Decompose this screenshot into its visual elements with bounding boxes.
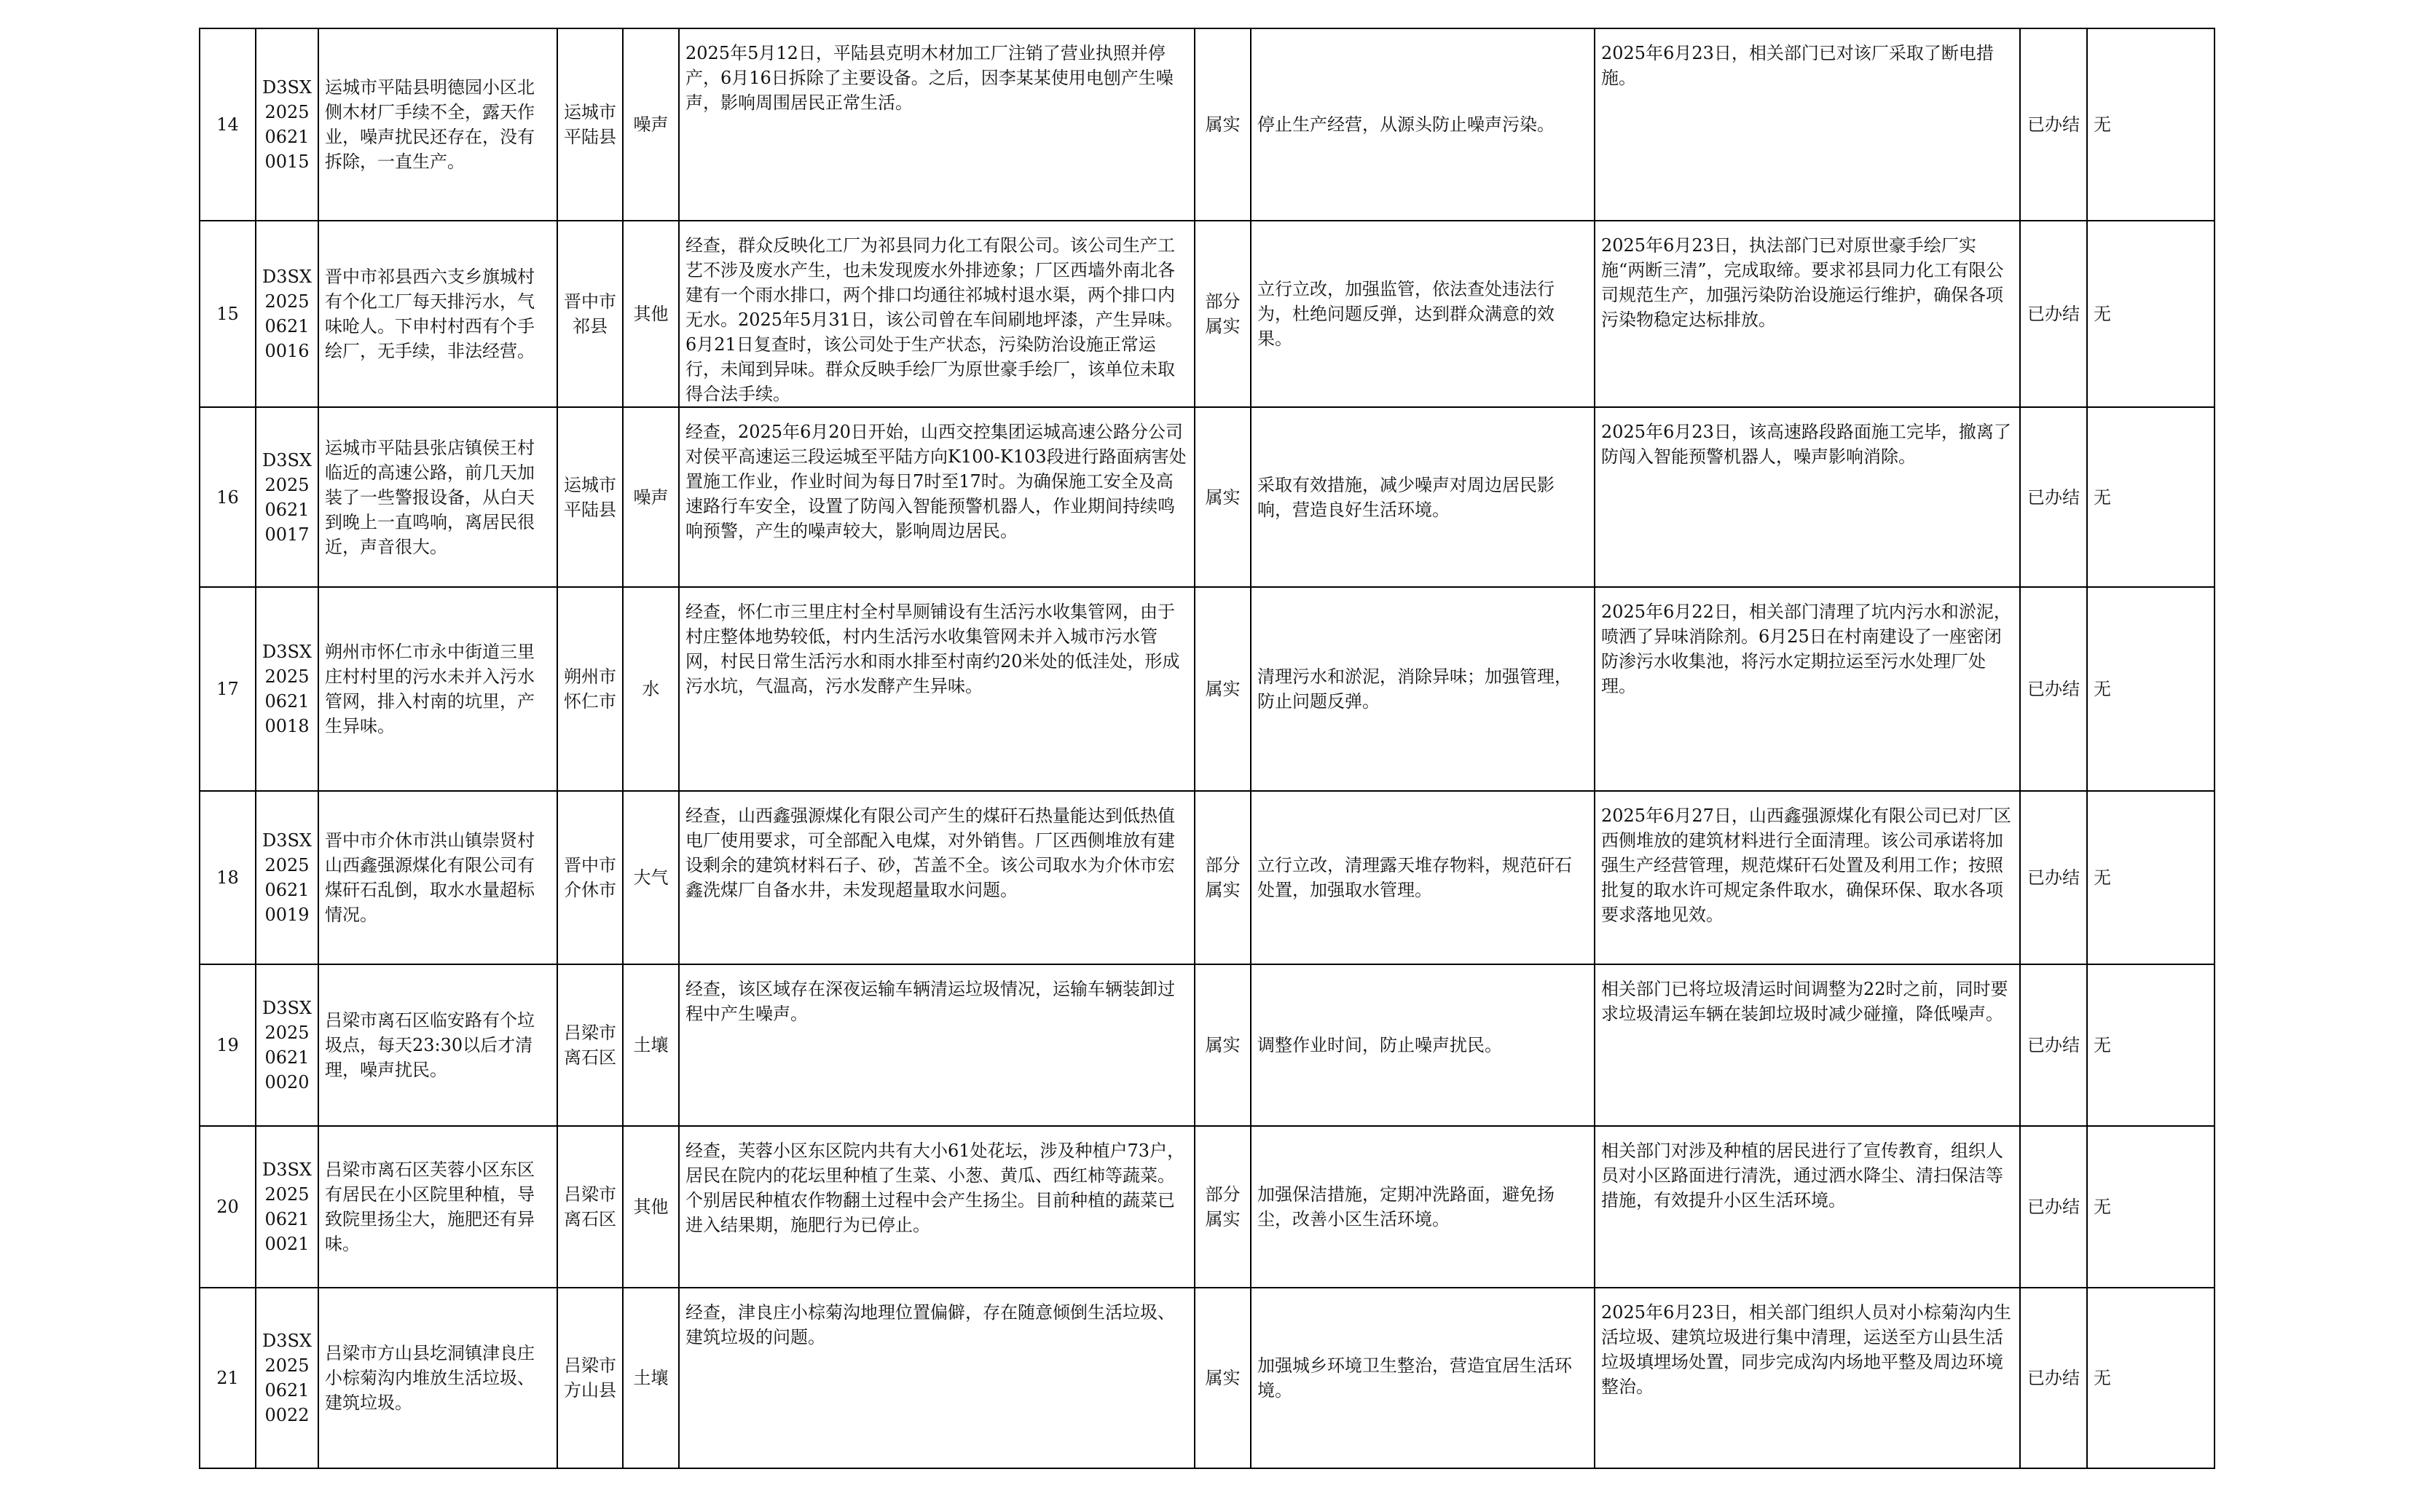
cell-investigation: 经查，2025年6月20日开始，山西交控集团运城高速公路分公司对侯平高速运三段运城至平陆方向K100-K103段进行路面病害处置施工作业，作业时间为每日7时至17时。为确保施工安全及高速路行车安全，设置了防闯入智能预警机器人，作业期间持续鸣响预警，产生的噪声较大，影响周边居民。 <box>679 407 1195 587</box>
cell-status: 已办结 <box>2020 791 2087 964</box>
cell-number: 14 <box>200 28 256 221</box>
cell-investigation: 经查，芙蓉小区东区院内共有大小61处花坛，涉及种植户73户，居民在院内的花坛里种植了生菜、小葱、黄瓜、西红柿等蔬菜。个别居民种植农作物翻土过程中会产生扬尘。目前种植的蔬菜已进入结果期，施肥行为已停止。 <box>679 1126 1195 1288</box>
cell-accountability: 无 <box>2087 587 2215 791</box>
cell-pollution-type: 土壤 <box>623 964 679 1126</box>
cell-progress: 2025年6月27日，山西鑫强源煤化有限公司已对厂区西侧堆放的建筑材料进行全面清理。该公司承诺将加强生产经营管理，规范煤矸石处置及利用工作；按照批复的取水许可规定条件取水，确保环保、取水各项要求落地见效。 <box>1595 791 2020 964</box>
cell-area: 吕梁市离石区 <box>557 964 623 1126</box>
cell-verdict: 部分属实 <box>1195 791 1251 964</box>
cell-number: 15 <box>200 221 256 407</box>
cell-complaint: 朔州市怀仁市永中街道三里庄村村里的污水未并入污水管网，排入村南的坑里，产生异味。 <box>318 587 557 791</box>
cell-investigation: 经查，怀仁市三里庄村全村旱厕铺设有生活污水收集管网，由于村庄整体地势较低，村内生活污水收集管网未并入城市污水管网，村民日常生活污水和雨水排至村南约20米处的低洼处，形成污水坑，气温高，污水发酵产生异味。 <box>679 587 1195 791</box>
cell-number: 20 <box>200 1126 256 1288</box>
cell-rectification-goal: 立行立改，清理露天堆存物料，规范矸石处置，加强取水管理。 <box>1251 791 1595 964</box>
cell-case-id: D3SX202506210020 <box>256 964 318 1126</box>
table-row <box>200 964 2215 1126</box>
cell-pollution-type: 其他 <box>623 1126 679 1288</box>
cell-pollution-type: 噪声 <box>623 28 679 221</box>
cell-number: 21 <box>200 1288 256 1468</box>
cell-area: 运城市平陆县 <box>557 28 623 221</box>
cell-rectification-goal: 采取有效措施，减少噪声对周边居民影响，营造良好生活环境。 <box>1251 407 1595 587</box>
cell-accountability: 无 <box>2087 407 2215 587</box>
cell-case-id: D3SX202506210021 <box>256 1126 318 1288</box>
cell-progress: 2025年6月22日，相关部门清理了坑内污水和淤泥，喷洒了异味消除剂。6月25日在村南建设了一座密闭防渗污水收集池，将污水定期拉运至污水处理厂处理。 <box>1595 587 2020 791</box>
cell-verdict: 属实 <box>1195 1288 1251 1468</box>
cell-complaint: 吕梁市离石区临安路有个垃圾点，每天23:30以后才清理，噪声扰民。 <box>318 964 557 1126</box>
cell-case-id: D3SX202506210019 <box>256 791 318 964</box>
cell-verdict: 属实 <box>1195 964 1251 1126</box>
cell-rectification-goal: 清理污水和淤泥，消除异味；加强管理，防止问题反弹。 <box>1251 587 1595 791</box>
cell-status: 已办结 <box>2020 221 2087 407</box>
cell-accountability: 无 <box>2087 791 2215 964</box>
cell-complaint: 运城市平陆县明德园小区北侧木材厂手续不全，露天作业，噪声扰民还存在，没有拆除，一直生产。 <box>318 28 557 221</box>
cell-progress: 相关部门对涉及种植的居民进行了宣传教育，组织人员对小区路面进行清洗，通过洒水降尘、清扫保洁等措施，有效提升小区生活环境。 <box>1595 1126 2020 1288</box>
cell-pollution-type: 其他 <box>623 221 679 407</box>
cell-case-id: D3SX202506210018 <box>256 587 318 791</box>
cell-investigation: 经查，该区域存在深夜运输车辆清运垃圾情况，运输车辆装卸过程中产生噪声。 <box>679 964 1195 1126</box>
cell-pollution-type: 水 <box>623 587 679 791</box>
table-row <box>200 28 2215 221</box>
table-row <box>200 1126 2215 1288</box>
cell-complaint: 晋中市介休市洪山镇崇贤村山西鑫强源煤化有限公司有煤矸石乱倒，取水水量超标情况。 <box>318 791 557 964</box>
petition-table <box>199 28 2215 1469</box>
cell-pollution-type: 大气 <box>623 791 679 964</box>
cell-area: 朔州市怀仁市 <box>557 587 623 791</box>
cell-status: 已办结 <box>2020 1288 2087 1468</box>
cell-rectification-goal: 调整作业时间，防止噪声扰民。 <box>1251 964 1595 1126</box>
table-body <box>200 28 2215 1468</box>
cell-case-id: D3SX202506210017 <box>256 407 318 587</box>
cell-area: 吕梁市方山县 <box>557 1288 623 1468</box>
cell-progress: 2025年6月23日，相关部门组织人员对小棕菊沟内生活垃圾、建筑垃圾进行集中清理，运送至方山县生活垃圾填埋场处置，同步完成沟内场地平整及周边环境整治。 <box>1595 1288 2020 1468</box>
cell-progress: 2025年6月23日，该高速路段路面施工完毕，撤离了防闯入智能预警机器人，噪声影响消除。 <box>1595 407 2020 587</box>
cell-number: 17 <box>200 587 256 791</box>
table-row <box>200 587 2215 791</box>
cell-number: 16 <box>200 407 256 587</box>
cell-pollution-type: 土壤 <box>623 1288 679 1468</box>
cell-verdict: 属实 <box>1195 407 1251 587</box>
cell-verdict: 属实 <box>1195 28 1251 221</box>
cell-pollution-type: 噪声 <box>623 407 679 587</box>
cell-area: 晋中市祁县 <box>557 221 623 407</box>
cell-complaint: 吕梁市方山县圪洞镇津良庄小棕菊沟内堆放生活垃圾、建筑垃圾。 <box>318 1288 557 1468</box>
cell-complaint: 吕梁市离石区芙蓉小区东区有居民在小区院里种植，导致院里扬尘大，施肥还有异味。 <box>318 1126 557 1288</box>
cell-accountability: 无 <box>2087 1288 2215 1468</box>
cell-status: 已办结 <box>2020 407 2087 587</box>
cell-status: 已办结 <box>2020 964 2087 1126</box>
cell-complaint: 运城市平陆县张店镇侯王村临近的高速公路，前几天加装了一些警报设备，从白天到晚上一直鸣响，离居民很近，声音很大。 <box>318 407 557 587</box>
cell-accountability: 无 <box>2087 1126 2215 1288</box>
table-row <box>200 1288 2215 1468</box>
cell-progress: 相关部门已将垃圾清运时间调整为22时之前，同时要求垃圾清运车辆在装卸垃圾时减少碰撞，降低噪声。 <box>1595 964 2020 1126</box>
cell-rectification-goal: 加强城乡环境卫生整治，营造宜居生活环境。 <box>1251 1288 1595 1468</box>
cell-area: 吕梁市离石区 <box>557 1126 623 1288</box>
cell-verdict: 部分属实 <box>1195 221 1251 407</box>
cell-verdict: 属实 <box>1195 587 1251 791</box>
cell-status: 已办结 <box>2020 587 2087 791</box>
cell-area: 晋中市介休市 <box>557 791 623 964</box>
cell-investigation: 经查，群众反映化工厂为祁县同力化工有限公司。该公司生产工艺不涉及废水产生，也未发现废水外排迹象；厂区西墙外南北各建有一个雨水排口，两个排口均通往祁城村退水渠，两个排口内无水。2025年5月31日，该公司曾在车间刷地坪漆，产生异味。6月21日复查时，该公司处于生产状态，污染防治设施正常运行，未闻到异味。群众反映手绘厂为原世豪手绘厂，该单位未取得合法手续。 <box>679 221 1195 407</box>
table-row <box>200 407 2215 587</box>
cell-progress: 2025年6月23日，执法部门已对原世豪手绘厂实施“两断三清”，完成取缔。要求祁县同力化工有限公司规范生产，加强污染防治设施运行维护，确保各项污染物稳定达标排放。 <box>1595 221 2020 407</box>
cell-accountability: 无 <box>2087 221 2215 407</box>
cell-number: 19 <box>200 964 256 1126</box>
cell-investigation: 经查，津良庄小棕菊沟地理位置偏僻，存在随意倾倒生活垃圾、建筑垃圾的问题。 <box>679 1288 1195 1468</box>
cell-accountability: 无 <box>2087 964 2215 1126</box>
table-row <box>200 791 2215 964</box>
table-row <box>200 221 2215 407</box>
cell-number: 18 <box>200 791 256 964</box>
cell-case-id: D3SX202506210022 <box>256 1288 318 1468</box>
cell-rectification-goal: 加强保洁措施，定期冲洗路面，避免扬尘，改善小区生活环境。 <box>1251 1126 1595 1288</box>
cell-accountability: 无 <box>2087 28 2215 221</box>
cell-rectification-goal: 停止生产经营，从源头防止噪声污染。 <box>1251 28 1595 221</box>
cell-area: 运城市平陆县 <box>557 407 623 587</box>
cell-rectification-goal: 立行立改，加强监管，依法查处违法行为，杜绝问题反弹，达到群众满意的效果。 <box>1251 221 1595 407</box>
cell-complaint: 晋中市祁县西六支乡旗城村有个化工厂每天排污水，气味呛人。下申村村西有个手绘厂，无手续，非法经营。 <box>318 221 557 407</box>
cell-verdict: 部分属实 <box>1195 1126 1251 1288</box>
cell-status: 已办结 <box>2020 28 2087 221</box>
cell-case-id: D3SX202506210016 <box>256 221 318 407</box>
cell-progress: 2025年6月23日，相关部门已对该厂采取了断电措施。 <box>1595 28 2020 221</box>
cell-investigation: 2025年5月12日，平陆县克明木材加工厂注销了营业执照并停产，6月16日拆除了主要设备。之后，因李某某使用电刨产生噪声，影响周围居民正常生活。 <box>679 28 1195 221</box>
cell-case-id: D3SX202506210015 <box>256 28 318 221</box>
cell-investigation: 经查，山西鑫强源煤化有限公司产生的煤矸石热量能达到低热值电厂使用要求，可全部配入电煤，对外销售。厂区西侧堆放有建设剩余的建筑材料石子、砂，苫盖不全。该公司取水为介休市宏鑫洗煤厂自备水井，未发现超量取水问题。 <box>679 791 1195 964</box>
cell-status: 已办结 <box>2020 1126 2087 1288</box>
